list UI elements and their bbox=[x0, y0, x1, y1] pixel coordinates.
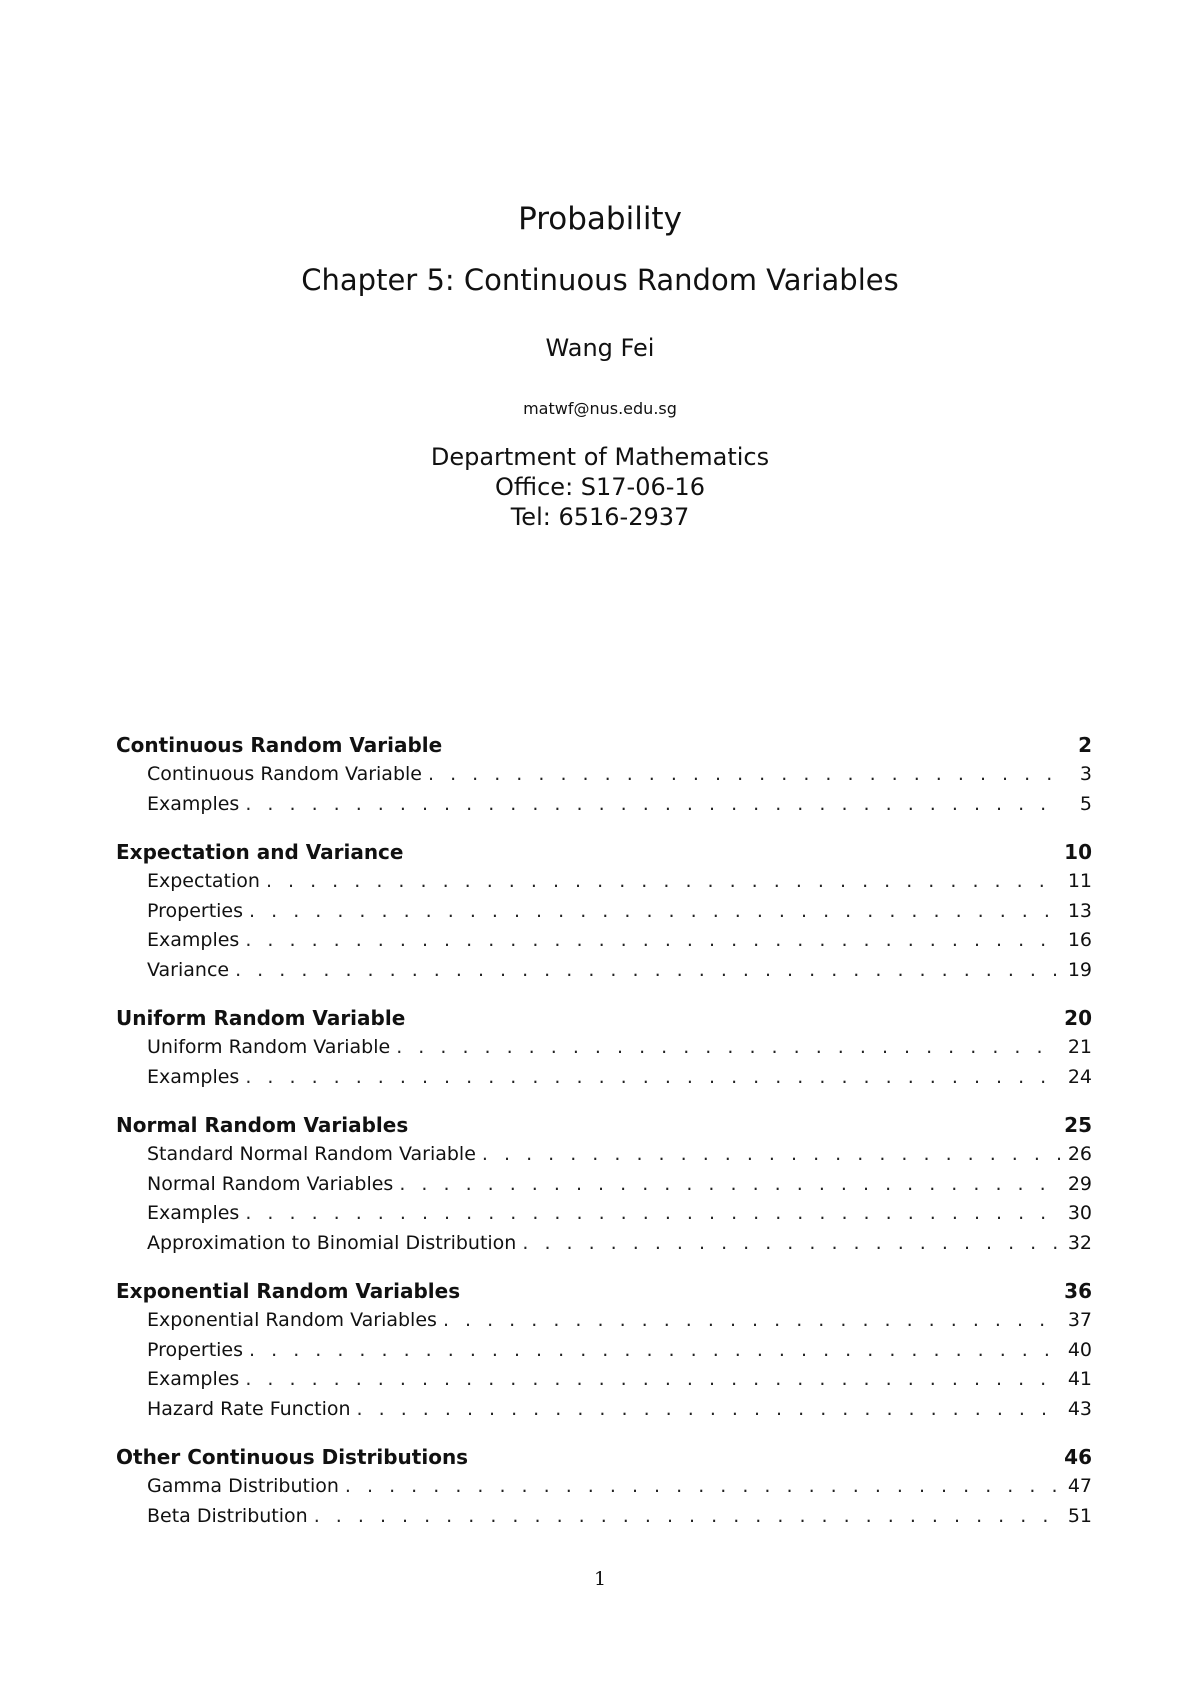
toc-entry-label: Examples bbox=[147, 1368, 240, 1390]
toc-entry[interactable] bbox=[116, 1199, 1092, 1229]
toc-entry-label: Standard Normal Random Variable bbox=[147, 1143, 476, 1165]
dot-leader bbox=[428, 760, 1060, 790]
toc-entry-page: 24 bbox=[1067, 1065, 1092, 1088]
toc-entry[interactable] bbox=[116, 867, 1092, 897]
toc-section bbox=[116, 1277, 1092, 1424]
toc-entry[interactable] bbox=[116, 1170, 1092, 1200]
chapter-title: Chapter 5: Continuous Random Variables bbox=[301, 263, 899, 297]
toc-entry-label: Approximation to Binomial Distribution bbox=[147, 1231, 517, 1254]
document-title: Probability bbox=[518, 201, 682, 237]
toc-entry-label: Properties bbox=[147, 899, 244, 922]
dot-leader bbox=[249, 1336, 1060, 1366]
toc-section-title: Continuous Random Variable bbox=[116, 733, 443, 757]
dot-leader bbox=[522, 1229, 1060, 1259]
toc-entry-page: 51 bbox=[1067, 1504, 1092, 1527]
toc-entry[interactable] bbox=[116, 1033, 1092, 1063]
toc-entry-page: 43 bbox=[1067, 1397, 1092, 1420]
toc-entry[interactable] bbox=[116, 760, 1092, 790]
toc-entry-page: 41 bbox=[1067, 1368, 1092, 1390]
dot-leader bbox=[245, 926, 1060, 956]
office: Office: S17-06-16 bbox=[495, 473, 705, 501]
page-number: 1 bbox=[593, 1568, 607, 1590]
toc-entry[interactable] bbox=[116, 1502, 1092, 1532]
toc-entry-label: Beta Distribution bbox=[147, 1504, 308, 1527]
toc-entry-page: 47 bbox=[1067, 1475, 1092, 1497]
dot-leader bbox=[345, 1472, 1060, 1502]
toc-entry-label: Exponential Random Variables bbox=[147, 1309, 437, 1331]
toc-entry[interactable] bbox=[116, 1063, 1092, 1093]
toc-entry-label: Examples bbox=[147, 792, 240, 815]
toc-entry-label: Examples bbox=[147, 1065, 240, 1088]
toc-entry-page: 21 bbox=[1067, 1036, 1092, 1058]
toc-section bbox=[116, 1004, 1092, 1092]
toc-entry-label: Uniform Random Variable bbox=[147, 1036, 391, 1058]
toc-section-page: 46 bbox=[1064, 1445, 1092, 1469]
dot-leader bbox=[245, 790, 1060, 820]
toc-section-heading[interactable] bbox=[116, 1004, 1092, 1033]
dot-leader bbox=[245, 1063, 1060, 1093]
dot-leader bbox=[443, 1306, 1060, 1336]
toc-entry-page: 37 bbox=[1067, 1309, 1092, 1331]
toc-entry[interactable] bbox=[116, 1395, 1092, 1425]
toc-entry-label: Hazard Rate Function bbox=[147, 1397, 351, 1420]
table-of-contents bbox=[116, 731, 1092, 1550]
dot-leader bbox=[357, 1395, 1060, 1425]
dot-leader bbox=[314, 1502, 1060, 1532]
dot-leader bbox=[266, 867, 1060, 897]
toc-entry[interactable] bbox=[116, 1306, 1092, 1336]
dot-leader bbox=[235, 956, 1060, 986]
toc-section bbox=[116, 1443, 1092, 1531]
toc-entry-page: 5 bbox=[1079, 792, 1092, 815]
dot-leader bbox=[399, 1170, 1060, 1200]
author-name: Wang Fei bbox=[545, 334, 655, 362]
toc-entry-label: Properties bbox=[147, 1338, 244, 1361]
toc-entry-page: 11 bbox=[1067, 870, 1092, 892]
toc-section-title: Normal Random Variables bbox=[116, 1113, 409, 1137]
toc-section-heading[interactable] bbox=[116, 838, 1092, 867]
title-block bbox=[0, 196, 1200, 532]
toc-entry[interactable] bbox=[116, 1365, 1092, 1395]
toc-section-heading[interactable] bbox=[116, 1277, 1092, 1306]
toc-section-page: 2 bbox=[1078, 733, 1092, 757]
toc-entry-page: 19 bbox=[1067, 958, 1092, 981]
toc-entry-page: 3 bbox=[1079, 763, 1092, 785]
toc-entry[interactable] bbox=[116, 926, 1092, 956]
toc-entry-page: 29 bbox=[1067, 1172, 1092, 1195]
toc-section-heading[interactable] bbox=[116, 731, 1092, 760]
toc-entry-page: 40 bbox=[1067, 1338, 1092, 1361]
dot-leader bbox=[249, 897, 1060, 927]
author-email: matwf@nus.edu.sg bbox=[523, 399, 677, 418]
toc-entry-label: Gamma Distribution bbox=[147, 1475, 339, 1497]
telephone: Tel: 6516-2937 bbox=[510, 503, 690, 531]
toc-section-title: Uniform Random Variable bbox=[116, 1006, 406, 1030]
toc-entry[interactable] bbox=[116, 1336, 1092, 1366]
toc-entry-label: Continuous Random Variable bbox=[147, 763, 422, 785]
toc-section-page: 25 bbox=[1064, 1113, 1092, 1137]
contact-block bbox=[0, 442, 1200, 532]
toc-section-heading[interactable] bbox=[116, 1111, 1092, 1140]
toc-entry-label: Variance bbox=[147, 958, 230, 981]
toc-entry-page: 16 bbox=[1067, 929, 1092, 951]
toc-entry-page: 30 bbox=[1067, 1202, 1092, 1224]
toc-section-heading[interactable] bbox=[116, 1443, 1092, 1472]
toc-entry[interactable] bbox=[116, 956, 1092, 986]
toc-section-title: Exponential Random Variables bbox=[116, 1279, 461, 1303]
dot-leader bbox=[482, 1140, 1060, 1170]
toc-entry-label: Normal Random Variables bbox=[147, 1172, 394, 1195]
dot-leader bbox=[396, 1033, 1060, 1063]
toc-section bbox=[116, 838, 1092, 985]
toc-section-title: Expectation and Variance bbox=[116, 840, 404, 864]
toc-entry-label: Expectation bbox=[147, 870, 260, 892]
toc-section-title: Other Continuous Distributions bbox=[116, 1445, 469, 1469]
toc-section-page: 10 bbox=[1064, 840, 1092, 864]
toc-entry[interactable] bbox=[116, 1472, 1092, 1502]
toc-entry[interactable] bbox=[116, 1140, 1092, 1170]
toc-entry[interactable] bbox=[116, 897, 1092, 927]
toc-entry-page: 13 bbox=[1067, 899, 1092, 922]
toc-section-page: 36 bbox=[1064, 1279, 1092, 1303]
dot-leader bbox=[245, 1199, 1060, 1229]
toc-entry-label: Examples bbox=[147, 929, 240, 951]
toc-section bbox=[116, 731, 1092, 819]
toc-entry-page: 32 bbox=[1067, 1231, 1092, 1254]
toc-entry[interactable] bbox=[116, 1229, 1092, 1259]
dot-leader bbox=[245, 1365, 1060, 1395]
department: Department of Mathematics bbox=[430, 443, 770, 471]
toc-section bbox=[116, 1111, 1092, 1258]
toc-section-page: 20 bbox=[1064, 1006, 1092, 1030]
toc-entry-page: 26 bbox=[1067, 1143, 1092, 1165]
toc-entry-label: Examples bbox=[147, 1202, 240, 1224]
toc-entry[interactable] bbox=[116, 790, 1092, 820]
